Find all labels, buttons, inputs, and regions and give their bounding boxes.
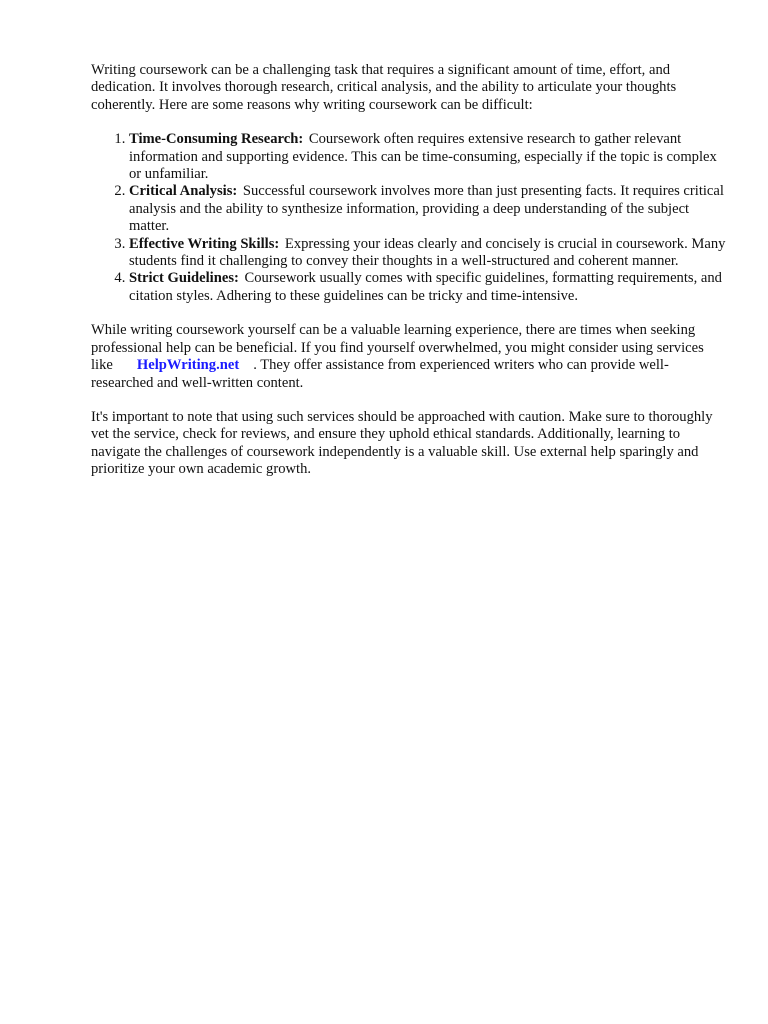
help-paragraph [91, 322, 731, 392]
help-text-after-link: . They offer assistance from experienced writers who can provide well-researched and well-written content. [91, 357, 669, 391]
reason-text: Expressing your ideas clearly and concisely is crucial in coursework. Many students find it challenging to convey their thoughts in a well-structured and coherent manner. [129, 235, 726, 270]
list-item [129, 183, 731, 235]
intro-paragraph: Writing coursework can be a challenging task that requires a significant amount of time, effort, and dedication. It involves thorough research, critical analysis, and the ability to articulate your thoughts coherently. Here are some reasons why writing coursework can be difficult: [91, 62, 677, 113]
help-text-before-link: While writing coursework yourself can be a valuable learning experience, there are times when seeking professional help can be beneficial. If you find yourself overwhelmed, you might consider using services like [91, 322, 704, 374]
reason-term: Critical Analysis: [129, 183, 238, 200]
reason-text: Successful coursework involves more than just presenting facts. It requires critical analysis and the ability to synthesize information, providing a deep understanding of the subject matter. [129, 183, 724, 235]
list-item [129, 131, 731, 183]
reasons-list [91, 131, 731, 305]
reason-term: Time-Consuming Research: [129, 131, 304, 148]
caution-paragraph: It's important to note that using such services should be approached with caution. Make sure to thoroughly vet the service, check for reviews, and ensure they uphold ethical standards. Additionally, learning to navigate the challenges of coursework independently is a valuable skill. Use external help sparingly and prioritize your own academic growth. [91, 408, 713, 478]
document-page [91, 62, 731, 496]
list-item [129, 270, 731, 305]
list-item [129, 236, 731, 271]
helpwriting-link[interactable]: HelpWriting.net [136, 357, 240, 374]
reason-term: Effective Writing Skills: [129, 235, 280, 252]
reason-text: Coursework usually comes with specific guidelines, formatting requirements, and citation styles. Adhering to these guidelines can be tricky and time-intensive. [129, 270, 722, 304]
reason-text: Coursework often requires extensive research to gather relevant information and supporting evidence. This can be time-consuming, especially if the topic is complex or unfamiliar. [129, 131, 717, 183]
reason-term: Strict Guidelines: [129, 270, 239, 287]
